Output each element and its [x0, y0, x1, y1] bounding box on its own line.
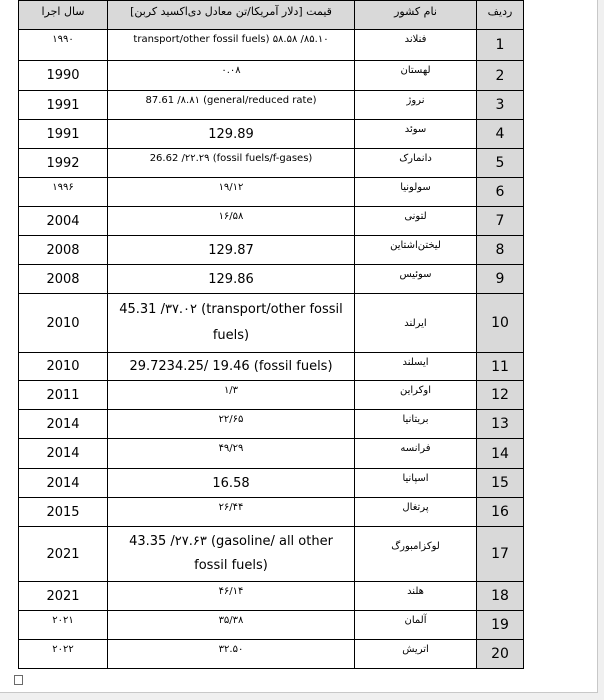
country-cell: دانمارک: [355, 149, 477, 178]
year-cell: 2004: [19, 207, 108, 236]
country-cell: لتونی: [355, 207, 477, 236]
price-cell: 29.7234.25/ 19.46 (fossil fuels): [108, 353, 355, 381]
table-row: [19, 469, 524, 498]
year-cell: 2010: [19, 353, 108, 381]
country-cell: سوئیس: [355, 265, 477, 294]
bottom-gutter: [0, 693, 604, 700]
paragraph-marker: [14, 675, 23, 685]
country-cell: اسپانیا: [355, 469, 477, 498]
country-cell: لهستان: [355, 61, 477, 91]
country-cell: پرتغال: [355, 498, 477, 527]
row-number-cell: 5: [477, 149, 524, 178]
row-number-cell: 3: [477, 91, 524, 120]
table-row: [19, 353, 524, 381]
price-cell: 129.87: [108, 236, 355, 265]
row-number-cell: 9: [477, 265, 524, 294]
price-cell: 16.58: [108, 469, 355, 498]
year-cell: 2011: [19, 381, 108, 410]
year-cell: 2021: [19, 582, 108, 611]
price-cell: 129.89: [108, 120, 355, 149]
table-row: [19, 120, 524, 149]
table-row: [19, 611, 524, 640]
table-row: [19, 582, 524, 611]
price-cell: ۲۶/۴۴: [108, 498, 355, 527]
year-cell: 2021: [19, 527, 108, 582]
country-cell: فرانسه: [355, 439, 477, 469]
country-cell: بریتانیا: [355, 410, 477, 439]
table-row: [19, 527, 524, 582]
country-cell: آلمان: [355, 611, 477, 640]
row-number-cell: 8: [477, 236, 524, 265]
country-cell: لیختن‌اشتاین: [355, 236, 477, 265]
carbon-tax-table: [18, 0, 524, 669]
header-price: قیمت [دلار آمریکا/تن معادل دی‌اکسید کربن]: [108, 1, 355, 30]
price-cell: ۱/۳: [108, 381, 355, 410]
table-row: [19, 149, 524, 178]
table-row: [19, 381, 524, 410]
table-row: [19, 178, 524, 207]
year-cell: 2014: [19, 410, 108, 439]
price-cell: ۳۵/۳۸: [108, 611, 355, 640]
country-cell: سولونیا: [355, 178, 477, 207]
table-row: [19, 61, 524, 91]
price-cell: ۳۲.۵۰: [108, 640, 355, 669]
table-row: [19, 236, 524, 265]
row-number-cell: 11: [477, 353, 524, 381]
row-number-cell: 2: [477, 61, 524, 91]
year-cell: 2008: [19, 265, 108, 294]
country-cell: نروژ: [355, 91, 477, 120]
row-number-cell: 10: [477, 294, 524, 353]
price-cell: ۱۶/۵۸: [108, 207, 355, 236]
year-cell: 2014: [19, 439, 108, 469]
year-cell: ۱۹۹۶: [19, 178, 108, 207]
year-cell: ۱۹۹۰: [19, 30, 108, 61]
country-cell: سوئد: [355, 120, 477, 149]
row-number-cell: 14: [477, 439, 524, 469]
year-cell: 2015: [19, 498, 108, 527]
row-number-cell: 6: [477, 178, 524, 207]
row-number-cell: 15: [477, 469, 524, 498]
year-cell: 1992: [19, 149, 108, 178]
price-cell: ۰.۰۸: [108, 61, 355, 91]
country-cell: ایسلند: [355, 353, 477, 381]
year-cell: 1991: [19, 120, 108, 149]
price-cell: 129.86: [108, 265, 355, 294]
table-row: [19, 439, 524, 469]
table-row: [19, 640, 524, 669]
year-cell: 2014: [19, 469, 108, 498]
table-row: [19, 410, 524, 439]
price-cell: ۱۹/۱۲: [108, 178, 355, 207]
header-country: نام کشور: [355, 1, 477, 30]
table-row: [19, 207, 524, 236]
price-cell: ۴۶/۱۴: [108, 582, 355, 611]
table-body: [19, 30, 524, 669]
country-cell: اتریش: [355, 640, 477, 669]
year-cell: ۲۰۲۱: [19, 611, 108, 640]
table-row: [19, 91, 524, 120]
table-header-row: [19, 1, 524, 30]
year-cell: 1991: [19, 91, 108, 120]
right-scroll-gutter: [598, 0, 604, 700]
price-cell: 87.61 /۸.۸۱ (general/reduced rate): [108, 91, 355, 120]
country-cell: لوکزامبورگ: [355, 527, 477, 582]
table-row: [19, 294, 524, 353]
header-row-number: ردیف: [477, 1, 524, 30]
row-number-cell: 4: [477, 120, 524, 149]
header-year: سال اجرا: [19, 1, 108, 30]
row-number-cell: 20: [477, 640, 524, 669]
country-cell: فنلاند: [355, 30, 477, 61]
table-row: [19, 265, 524, 294]
price-cell: transport/other fossil fuels) ۵۸.۵۸ /۸۵.۱۰: [108, 30, 355, 61]
country-cell: اوکراین: [355, 381, 477, 410]
year-cell: 2008: [19, 236, 108, 265]
country-cell: هلند: [355, 582, 477, 611]
row-number-cell: 13: [477, 410, 524, 439]
price-cell: ۲۲/۶۵: [108, 410, 355, 439]
table-row: [19, 498, 524, 527]
price-cell: ۴۹/۲۹: [108, 439, 355, 469]
year-cell: ۲۰۲۲: [19, 640, 108, 669]
price-cell: 26.62 /۲۲.۲۹ (fossil fuels/f-gases): [108, 149, 355, 178]
row-number-cell: 17: [477, 527, 524, 582]
row-number-cell: 12: [477, 381, 524, 410]
table-row: [19, 30, 524, 61]
row-number-cell: 18: [477, 582, 524, 611]
row-number-cell: 1: [477, 30, 524, 61]
country-cell: ایرلند: [355, 294, 477, 353]
year-cell: 1990: [19, 61, 108, 91]
row-number-cell: 7: [477, 207, 524, 236]
row-number-cell: 16: [477, 498, 524, 527]
price-cell: 43.35 /۲۷.۶۳ (gasoline/ all other fossil fuels): [108, 527, 355, 582]
row-number-cell: 19: [477, 611, 524, 640]
year-cell: 2010: [19, 294, 108, 353]
price-cell: 45.31 /۳۷.۰۲ (transport/other fossil fuels): [108, 294, 355, 353]
